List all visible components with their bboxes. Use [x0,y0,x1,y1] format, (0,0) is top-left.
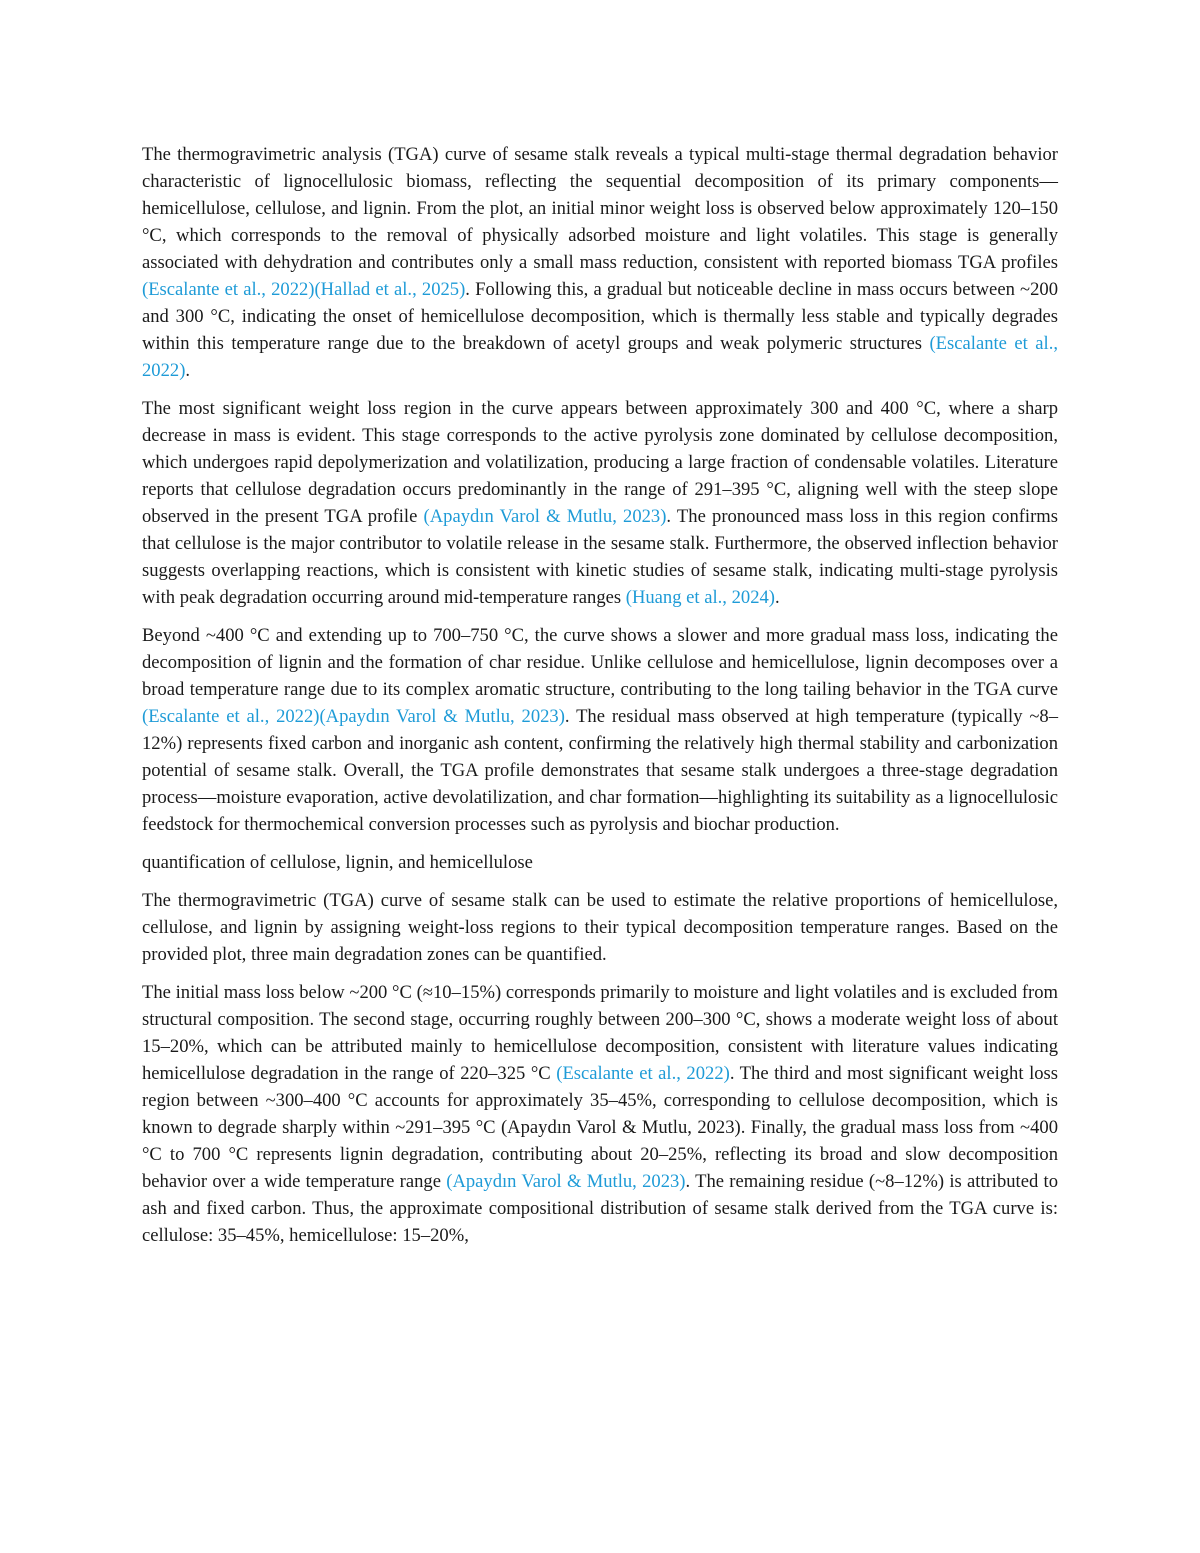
citation-link[interactable]: (Escalante et al., 2022) [556,1063,730,1084]
paragraph-text: . Following this, a gradual but noticeable decline in mass occurs between ~200 and 300 °C, indicating the onset of hemicellulose decomposition, which is thermally less stable and typically degrades within this temperature range due to the breakdown of acetyl groups and weak polymeric structures [142,279,1058,354]
paragraph-text: . [185,360,191,381]
paragraph-text: . The residual mass observed at high temperature (typically ~8–12%) represents fixed carbon and inorganic ash content, confirming the relatively high thermal stability and carbonization potential of sesame stalk. Overall, the TGA profile demonstrates that sesame stalk undergoes a three-stage degradation process—moisture evaporation, active devolatilization, and char formation—highlighting its suitability as a lignocellulosic feedstock for thermochemical conversion processes such as pyrolysis and biochar production. [142,706,1059,835]
paragraph-text: . The remaining residue (~8–12%) is attributed to ash and fixed carbon. Thus, the approximate compositional distribution of sesame stalk derived from the TGA curve is: cellulose: 35–45%, hemicellulose: 15–20%, [142,1171,1058,1246]
section-heading: quantification of cellulose, lignin, and hemicellulose [142,852,533,873]
paragraph-text: Beyond ~400 °C and extending up to 700–750 °C, the curve shows a slower and more gradual mass loss, indicating the decomposition of lignin and the formation of char residue. Unlike cellulose and hemicellulose, lignin decomposes over a broad temperature range due to its complex aromatic structure, contributing to the long tailing behavior in the TGA curve [142,625,1058,700]
paragraph-text: . [775,587,780,608]
citation-link[interactable]: (Escalante et al., 2022)(Apaydın Varol & Mutlu, 2023) [142,706,565,727]
paragraph-text: The most significant weight loss region in the curve appears between approximately 300 and 400 °C, where a sharp decrease in mass is evident. This stage corresponds to the active pyrolysis zone dominated by cellulose decomposition, which undergoes rapid depolymerization and volatilization, producing a large fraction of condensable volatiles. Literature reports that cellulose degradation occurs predominantly in the range of 291–395 °C, aligning well with the steep slope observed in the present TGA profile [142,398,1058,527]
citation-link[interactable]: (Escalante et al., 2022)(Hallad et al., 2025) [142,279,466,300]
citation-link[interactable]: (Apaydın Varol & Mutlu, 2023) [423,506,667,527]
paragraph [142,395,1058,611]
document-page [142,141,1058,1260]
paragraph [142,622,1058,838]
paragraph-text: The thermogravimetric (TGA) curve of sesame stalk can be used to estimate the relative proportions of hemicellulose, cellulose, and lignin by assigning weight-loss regions to their typical decomposition temperature ranges. Based on the provided plot, three main degradation zones can be quantified. [142,890,1058,965]
paragraph [142,887,1058,968]
citation-link[interactable]: (Huang et al., 2024) [625,587,775,608]
paragraph-text: The thermogravimetric analysis (TGA) curve of sesame stalk reveals a typical multi-stage thermal degradation behavior characteristic of lignocellulosic biomass, reflecting the sequential decomposition of its primary components—hemicellulose, cellulose, and lignin. From the plot, an initial minor weight loss is observed below approximately 120–150 °C, which corresponds to the removal of physically adsorbed moisture and light volatiles. This stage is generally associated with dehydration and contributes only a small mass reduction, consistent with reported biomass TGA profiles [142,144,1058,273]
paragraph-text: . The third and most significant weight loss region between ~300–400 °C accounts for approximately 35–45%, corresponding to cellulose decomposition, which is known to degrade sharply within ~291–395 °C (Apaydın Varol & Mutlu, 2023). Finally, the gradual mass loss from ~400 °C to 700 °C represents lignin degradation, contributing about 20–25%, reflecting its broad and slow decomposition behavior over a wide temperature range [142,1063,1059,1192]
citation-link[interactable]: (Apaydın Varol & Mutlu, 2023) [446,1171,686,1192]
citation-link[interactable]: (Escalante et al., 2022) [142,333,1058,381]
paragraph-text: . The pronounced mass loss in this region confirms that cellulose is the major contributor to volatile release in the sesame stalk. Furthermore, the observed inflection behavior suggests overlapping reactions, which is consistent with kinetic studies of sesame stalk, indicating multi-stage pyrolysis with peak degradation occurring around mid-temperature ranges [142,506,1058,608]
paragraph [142,979,1058,1249]
paragraph [142,141,1058,384]
paragraph-text: The initial mass loss below ~200 °C (≈10–15%) corresponds primarily to moisture and light volatiles and is excluded from structural composition. The second stage, occurring roughly between 200–300 °C, shows a moderate weight loss of about 15–20%, which can be attributed mainly to hemicellulose decomposition, consistent with literature values indicating hemicellulose degradation in the range of 220–325 °C [142,982,1058,1084]
